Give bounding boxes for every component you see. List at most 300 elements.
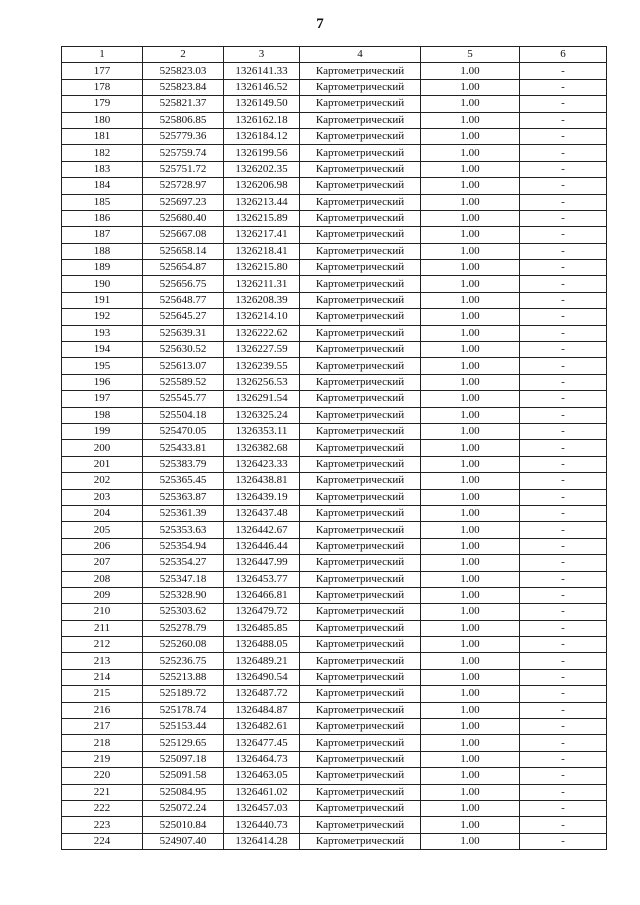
x-coordinate-cell: 525545.77 <box>143 391 224 407</box>
accuracy-cell: 1.00 <box>421 96 520 112</box>
y-coordinate-cell: 1326464.73 <box>224 751 300 767</box>
point-number-cell: 214 <box>62 669 143 685</box>
table-row <box>62 505 607 521</box>
table-row <box>62 161 607 177</box>
table-row <box>62 456 607 472</box>
table-row <box>62 669 607 685</box>
table-row <box>62 276 607 292</box>
y-coordinate-cell: 1326447.99 <box>224 555 300 571</box>
x-coordinate-cell: 525728.97 <box>143 178 224 194</box>
description-cell: - <box>520 604 607 620</box>
y-coordinate-cell: 1326457.03 <box>224 800 300 816</box>
point-number-cell: 192 <box>62 309 143 325</box>
x-coordinate-cell: 525470.05 <box>143 423 224 439</box>
table-row <box>62 112 607 128</box>
x-coordinate-cell: 525278.79 <box>143 620 224 636</box>
accuracy-cell: 1.00 <box>421 620 520 636</box>
accuracy-cell: 1.00 <box>421 227 520 243</box>
y-coordinate-cell: 1326291.54 <box>224 391 300 407</box>
point-number-cell: 196 <box>62 374 143 390</box>
y-coordinate-cell: 1326217.41 <box>224 227 300 243</box>
accuracy-cell: 1.00 <box>421 505 520 521</box>
method-cell: Картометрический <box>300 178 421 194</box>
point-number-cell: 181 <box>62 128 143 144</box>
accuracy-cell: 1.00 <box>421 342 520 358</box>
table-row <box>62 538 607 554</box>
point-number-cell: 217 <box>62 719 143 735</box>
point-number-cell: 180 <box>62 112 143 128</box>
x-coordinate-cell: 525779.36 <box>143 128 224 144</box>
x-coordinate-cell: 525823.03 <box>143 63 224 79</box>
accuracy-cell: 1.00 <box>421 817 520 833</box>
accuracy-cell: 1.00 <box>421 145 520 161</box>
y-coordinate-cell: 1326222.62 <box>224 325 300 341</box>
description-cell: - <box>520 276 607 292</box>
accuracy-cell: 1.00 <box>421 587 520 603</box>
y-coordinate-cell: 1326199.56 <box>224 145 300 161</box>
x-coordinate-cell: 525129.65 <box>143 735 224 751</box>
y-coordinate-cell: 1326256.53 <box>224 374 300 390</box>
y-coordinate-cell: 1326423.33 <box>224 456 300 472</box>
table-row <box>62 391 607 407</box>
x-coordinate-cell: 525213.88 <box>143 669 224 685</box>
accuracy-cell: 1.00 <box>421 243 520 259</box>
description-cell: - <box>520 620 607 636</box>
accuracy-cell: 1.00 <box>421 653 520 669</box>
description-cell: - <box>520 243 607 259</box>
y-coordinate-cell: 1326141.33 <box>224 63 300 79</box>
description-cell: - <box>520 702 607 718</box>
point-number-cell: 185 <box>62 194 143 210</box>
x-coordinate-cell: 525363.87 <box>143 489 224 505</box>
description-cell: - <box>520 817 607 833</box>
column-header: 2 <box>143 47 224 63</box>
description-cell: - <box>520 178 607 194</box>
method-cell: Картометрический <box>300 96 421 112</box>
accuracy-cell: 1.00 <box>421 571 520 587</box>
point-number-cell: 219 <box>62 751 143 767</box>
table-row <box>62 260 607 276</box>
x-coordinate-cell: 525656.75 <box>143 276 224 292</box>
column-header: 1 <box>62 47 143 63</box>
description-cell: - <box>520 587 607 603</box>
table-row <box>62 489 607 505</box>
method-cell: Картометрический <box>300 719 421 735</box>
point-number-cell: 224 <box>62 833 143 849</box>
y-coordinate-cell: 1326146.52 <box>224 79 300 95</box>
point-number-cell: 200 <box>62 440 143 456</box>
y-coordinate-cell: 1326446.44 <box>224 538 300 554</box>
table-row <box>62 423 607 439</box>
table-row <box>62 358 607 374</box>
accuracy-cell: 1.00 <box>421 784 520 800</box>
method-cell: Картометрический <box>300 342 421 358</box>
table-row <box>62 227 607 243</box>
y-coordinate-cell: 1326479.72 <box>224 604 300 620</box>
method-cell: Картометрический <box>300 571 421 587</box>
description-cell: - <box>520 325 607 341</box>
method-cell: Картометрический <box>300 604 421 620</box>
y-coordinate-cell: 1326453.77 <box>224 571 300 587</box>
table-header-row <box>62 47 607 63</box>
accuracy-cell: 1.00 <box>421 391 520 407</box>
method-cell: Картометрический <box>300 669 421 685</box>
method-cell: Картометрический <box>300 145 421 161</box>
method-cell: Картометрический <box>300 817 421 833</box>
description-cell: - <box>520 161 607 177</box>
x-coordinate-cell: 525072.24 <box>143 800 224 816</box>
description-cell: - <box>520 374 607 390</box>
description-cell: - <box>520 292 607 308</box>
x-coordinate-cell: 525697.23 <box>143 194 224 210</box>
method-cell: Картометрический <box>300 555 421 571</box>
table-row <box>62 833 607 849</box>
y-coordinate-cell: 1326218.41 <box>224 243 300 259</box>
point-number-cell: 179 <box>62 96 143 112</box>
description-cell: - <box>520 538 607 554</box>
point-number-cell: 189 <box>62 260 143 276</box>
y-coordinate-cell: 1326353.11 <box>224 423 300 439</box>
y-coordinate-cell: 1326485.85 <box>224 620 300 636</box>
description-cell: - <box>520 96 607 112</box>
accuracy-cell: 1.00 <box>421 440 520 456</box>
point-number-cell: 197 <box>62 391 143 407</box>
accuracy-cell: 1.00 <box>421 309 520 325</box>
description-cell: - <box>520 735 607 751</box>
table-row <box>62 96 607 112</box>
description-cell: - <box>520 833 607 849</box>
accuracy-cell: 1.00 <box>421 473 520 489</box>
description-cell: - <box>520 309 607 325</box>
y-coordinate-cell: 1326213.44 <box>224 194 300 210</box>
x-coordinate-cell: 525153.44 <box>143 719 224 735</box>
x-coordinate-cell: 525630.52 <box>143 342 224 358</box>
point-number-cell: 204 <box>62 505 143 521</box>
accuracy-cell: 1.00 <box>421 276 520 292</box>
table-row <box>62 325 607 341</box>
coordinates-table <box>61 46 607 850</box>
description-cell: - <box>520 456 607 472</box>
method-cell: Картометрический <box>300 489 421 505</box>
y-coordinate-cell: 1326325.24 <box>224 407 300 423</box>
x-coordinate-cell: 525383.79 <box>143 456 224 472</box>
table-row <box>62 374 607 390</box>
x-coordinate-cell: 525806.85 <box>143 112 224 128</box>
table-row <box>62 128 607 144</box>
x-coordinate-cell: 525097.18 <box>143 751 224 767</box>
accuracy-cell: 1.00 <box>421 128 520 144</box>
method-cell: Картометрический <box>300 325 421 341</box>
point-number-cell: 178 <box>62 79 143 95</box>
point-number-cell: 193 <box>62 325 143 341</box>
point-number-cell: 188 <box>62 243 143 259</box>
page-number: 7 <box>316 16 324 32</box>
method-cell: Картометрический <box>300 440 421 456</box>
x-coordinate-cell: 525589.52 <box>143 374 224 390</box>
table-row <box>62 587 607 603</box>
description-cell: - <box>520 145 607 161</box>
y-coordinate-cell: 1326214.10 <box>224 309 300 325</box>
method-cell: Картометрический <box>300 374 421 390</box>
description-cell: - <box>520 669 607 685</box>
accuracy-cell: 1.00 <box>421 456 520 472</box>
accuracy-cell: 1.00 <box>421 374 520 390</box>
accuracy-cell: 1.00 <box>421 260 520 276</box>
point-number-cell: 183 <box>62 161 143 177</box>
y-coordinate-cell: 1326488.05 <box>224 637 300 653</box>
method-cell: Картометрический <box>300 128 421 144</box>
y-coordinate-cell: 1326239.55 <box>224 358 300 374</box>
accuracy-cell: 1.00 <box>421 194 520 210</box>
x-coordinate-cell: 525347.18 <box>143 571 224 587</box>
point-number-cell: 182 <box>62 145 143 161</box>
table-row <box>62 243 607 259</box>
method-cell: Картометрический <box>300 260 421 276</box>
description-cell: - <box>520 194 607 210</box>
table-row <box>62 79 607 95</box>
x-coordinate-cell: 525091.58 <box>143 768 224 784</box>
y-coordinate-cell: 1326482.61 <box>224 719 300 735</box>
method-cell: Картометрический <box>300 210 421 226</box>
method-cell: Картометрический <box>300 292 421 308</box>
point-number-cell: 220 <box>62 768 143 784</box>
description-cell: - <box>520 768 607 784</box>
y-coordinate-cell: 1326477.45 <box>224 735 300 751</box>
description-cell: - <box>520 751 607 767</box>
description-cell: - <box>520 391 607 407</box>
description-cell: - <box>520 571 607 587</box>
y-coordinate-cell: 1326227.59 <box>224 342 300 358</box>
table-row <box>62 604 607 620</box>
method-cell: Картометрический <box>300 735 421 751</box>
point-number-cell: 190 <box>62 276 143 292</box>
method-cell: Картометрический <box>300 833 421 849</box>
description-cell: - <box>520 505 607 521</box>
y-coordinate-cell: 1326439.19 <box>224 489 300 505</box>
accuracy-cell: 1.00 <box>421 112 520 128</box>
x-coordinate-cell: 525178.74 <box>143 702 224 718</box>
x-coordinate-cell: 525504.18 <box>143 407 224 423</box>
point-number-cell: 198 <box>62 407 143 423</box>
method-cell: Картометрический <box>300 276 421 292</box>
point-number-cell: 215 <box>62 686 143 702</box>
table-row <box>62 751 607 767</box>
x-coordinate-cell: 525658.14 <box>143 243 224 259</box>
method-cell: Картометрический <box>300 227 421 243</box>
table-row <box>62 735 607 751</box>
table-row <box>62 817 607 833</box>
accuracy-cell: 1.00 <box>421 292 520 308</box>
table-row <box>62 719 607 735</box>
point-number-cell: 209 <box>62 587 143 603</box>
method-cell: Картометрический <box>300 751 421 767</box>
point-number-cell: 201 <box>62 456 143 472</box>
column-header: 6 <box>520 47 607 63</box>
table-row <box>62 637 607 653</box>
method-cell: Картометрический <box>300 79 421 95</box>
method-cell: Картометрический <box>300 407 421 423</box>
accuracy-cell: 1.00 <box>421 735 520 751</box>
point-number-cell: 184 <box>62 178 143 194</box>
point-number-cell: 195 <box>62 358 143 374</box>
point-number-cell: 207 <box>62 555 143 571</box>
accuracy-cell: 1.00 <box>421 768 520 784</box>
method-cell: Картометрический <box>300 653 421 669</box>
description-cell: - <box>520 260 607 276</box>
description-cell: - <box>520 210 607 226</box>
method-cell: Картометрический <box>300 686 421 702</box>
x-coordinate-cell: 525613.07 <box>143 358 224 374</box>
x-coordinate-cell: 525365.45 <box>143 473 224 489</box>
y-coordinate-cell: 1326440.73 <box>224 817 300 833</box>
point-number-cell: 186 <box>62 210 143 226</box>
method-cell: Картометрический <box>300 391 421 407</box>
description-cell: - <box>520 128 607 144</box>
column-header: 3 <box>224 47 300 63</box>
accuracy-cell: 1.00 <box>421 719 520 735</box>
x-coordinate-cell: 525667.08 <box>143 227 224 243</box>
description-cell: - <box>520 112 607 128</box>
description-cell: - <box>520 358 607 374</box>
method-cell: Картометрический <box>300 243 421 259</box>
point-number-cell: 205 <box>62 522 143 538</box>
method-cell: Картометрический <box>300 620 421 636</box>
table-row <box>62 473 607 489</box>
accuracy-cell: 1.00 <box>421 555 520 571</box>
point-number-cell: 202 <box>62 473 143 489</box>
description-cell: - <box>520 227 607 243</box>
method-cell: Картометрический <box>300 423 421 439</box>
description-cell: - <box>520 784 607 800</box>
description-cell: - <box>520 440 607 456</box>
method-cell: Картометрический <box>300 456 421 472</box>
table-row <box>62 309 607 325</box>
x-coordinate-cell: 524907.40 <box>143 833 224 849</box>
x-coordinate-cell: 525759.74 <box>143 145 224 161</box>
y-coordinate-cell: 1326442.67 <box>224 522 300 538</box>
accuracy-cell: 1.00 <box>421 751 520 767</box>
accuracy-cell: 1.00 <box>421 800 520 816</box>
accuracy-cell: 1.00 <box>421 423 520 439</box>
method-cell: Картометрический <box>300 702 421 718</box>
y-coordinate-cell: 1326162.18 <box>224 112 300 128</box>
y-coordinate-cell: 1326490.54 <box>224 669 300 685</box>
point-number-cell: 213 <box>62 653 143 669</box>
method-cell: Картометрический <box>300 637 421 653</box>
table-body <box>62 63 607 850</box>
accuracy-cell: 1.00 <box>421 522 520 538</box>
point-number-cell: 211 <box>62 620 143 636</box>
y-coordinate-cell: 1326208.39 <box>224 292 300 308</box>
x-coordinate-cell: 525361.39 <box>143 505 224 521</box>
y-coordinate-cell: 1326489.21 <box>224 653 300 669</box>
accuracy-cell: 1.00 <box>421 702 520 718</box>
point-number-cell: 221 <box>62 784 143 800</box>
point-number-cell: 194 <box>62 342 143 358</box>
description-cell: - <box>520 555 607 571</box>
x-coordinate-cell: 525354.27 <box>143 555 224 571</box>
table-row <box>62 63 607 79</box>
point-number-cell: 208 <box>62 571 143 587</box>
description-cell: - <box>520 407 607 423</box>
accuracy-cell: 1.00 <box>421 161 520 177</box>
accuracy-cell: 1.00 <box>421 63 520 79</box>
point-number-cell: 210 <box>62 604 143 620</box>
table-row <box>62 145 607 161</box>
accuracy-cell: 1.00 <box>421 358 520 374</box>
x-coordinate-cell: 525823.84 <box>143 79 224 95</box>
method-cell: Картометрический <box>300 473 421 489</box>
x-coordinate-cell: 525433.81 <box>143 440 224 456</box>
y-coordinate-cell: 1326484.87 <box>224 702 300 718</box>
method-cell: Картометрический <box>300 522 421 538</box>
x-coordinate-cell: 525236.75 <box>143 653 224 669</box>
description-cell: - <box>520 489 607 505</box>
y-coordinate-cell: 1326438.81 <box>224 473 300 489</box>
point-number-cell: 212 <box>62 637 143 653</box>
x-coordinate-cell: 525353.63 <box>143 522 224 538</box>
accuracy-cell: 1.00 <box>421 325 520 341</box>
x-coordinate-cell: 525303.62 <box>143 604 224 620</box>
method-cell: Картометрический <box>300 63 421 79</box>
point-number-cell: 199 <box>62 423 143 439</box>
description-cell: - <box>520 653 607 669</box>
method-cell: Картометрический <box>300 538 421 554</box>
x-coordinate-cell: 525680.40 <box>143 210 224 226</box>
table-row <box>62 555 607 571</box>
accuracy-cell: 1.00 <box>421 686 520 702</box>
point-number-cell: 206 <box>62 538 143 554</box>
accuracy-cell: 1.00 <box>421 79 520 95</box>
method-cell: Картометрический <box>300 784 421 800</box>
x-coordinate-cell: 525645.27 <box>143 309 224 325</box>
method-cell: Картометрический <box>300 800 421 816</box>
x-coordinate-cell: 525260.08 <box>143 637 224 653</box>
y-coordinate-cell: 1326487.72 <box>224 686 300 702</box>
point-number-cell: 203 <box>62 489 143 505</box>
description-cell: - <box>520 342 607 358</box>
y-coordinate-cell: 1326466.81 <box>224 587 300 603</box>
method-cell: Картометрический <box>300 309 421 325</box>
description-cell: - <box>520 473 607 489</box>
description-cell: - <box>520 63 607 79</box>
table-row <box>62 342 607 358</box>
column-header: 4 <box>300 47 421 63</box>
accuracy-cell: 1.00 <box>421 210 520 226</box>
point-number-cell: 222 <box>62 800 143 816</box>
description-cell: - <box>520 637 607 653</box>
description-cell: - <box>520 686 607 702</box>
table-row <box>62 653 607 669</box>
table-row <box>62 784 607 800</box>
y-coordinate-cell: 1326149.50 <box>224 96 300 112</box>
accuracy-cell: 1.00 <box>421 538 520 554</box>
point-number-cell: 216 <box>62 702 143 718</box>
point-number-cell: 177 <box>62 63 143 79</box>
table-row <box>62 522 607 538</box>
table-row <box>62 686 607 702</box>
y-coordinate-cell: 1326382.68 <box>224 440 300 456</box>
y-coordinate-cell: 1326206.98 <box>224 178 300 194</box>
x-coordinate-cell: 525189.72 <box>143 686 224 702</box>
point-number-cell: 223 <box>62 817 143 833</box>
x-coordinate-cell: 525328.90 <box>143 587 224 603</box>
method-cell: Картометрический <box>300 768 421 784</box>
description-cell: - <box>520 522 607 538</box>
y-coordinate-cell: 1326463.05 <box>224 768 300 784</box>
table-row <box>62 620 607 636</box>
table-row <box>62 768 607 784</box>
